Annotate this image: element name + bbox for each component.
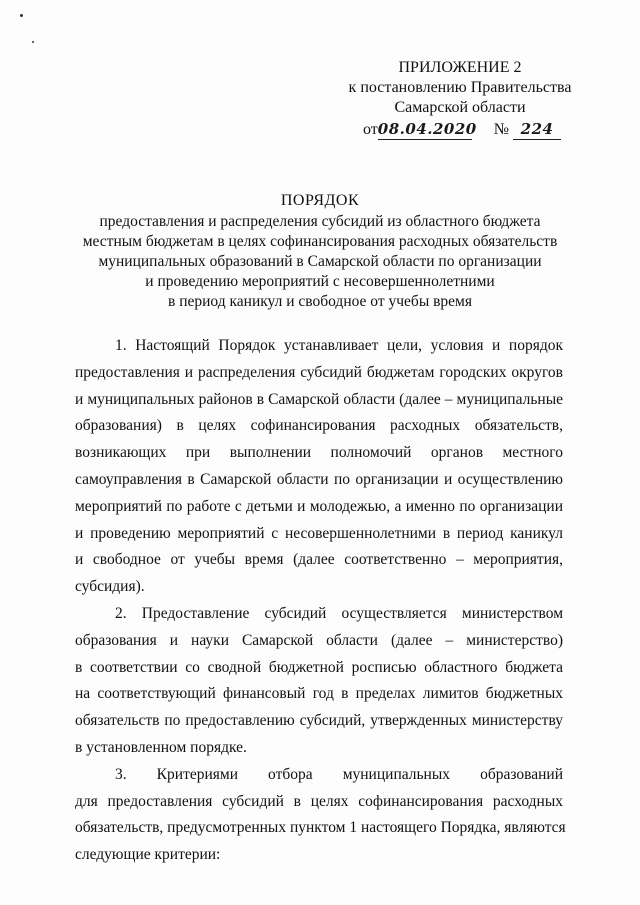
from-label: от xyxy=(363,121,378,138)
scan-speck xyxy=(32,41,34,43)
text-line: в установленном порядке. xyxy=(75,738,247,756)
text-line: и муниципальных районов в Самарской области (далее – муниципальные xyxy=(75,390,563,408)
text-line: на соответствующий финансовый год в пределах лимитов бюджетных xyxy=(75,685,563,703)
text-line: 2. Предоставление субсидий осуществляется министерством xyxy=(115,604,563,622)
text-line: самоуправления в Самарской области по организации и осуществлению xyxy=(75,470,563,488)
subtitle-line: предоставления и распределения субсидий из областного бюджета xyxy=(99,213,541,230)
text-line: и свободное от учебы время (далее соответственно – мероприятия, xyxy=(75,551,563,569)
subtitle-line: в период каникул и свободное от учебы время xyxy=(168,293,472,310)
paragraph-3 xyxy=(75,762,566,869)
text-line: обязательств по предоставлению субсидий, утвержденных министерству xyxy=(75,712,563,730)
appendix-header xyxy=(345,58,575,140)
text-line: обязательств, предусмотренных пунктом 1 настоящего Порядка, являются xyxy=(75,819,566,837)
document-title: ПОРЯДОК xyxy=(280,192,360,209)
appendix-title: ПРИЛОЖЕНИЕ 2 xyxy=(398,59,522,76)
paragraph-2 xyxy=(75,601,563,762)
appendix-line-1: к постановлению Правительства xyxy=(348,79,572,96)
document-subtitle xyxy=(60,212,580,312)
text-line: образования) в целях софинансирования расходных обязательств, xyxy=(75,417,563,435)
appendix-line-2: Самарской области xyxy=(394,99,526,116)
text-line: возникающих при выполнении полномочий органов местного xyxy=(75,444,563,462)
handwritten-number: 224 xyxy=(513,119,561,140)
text-line: 1. Настоящий Порядок устанавливает цели, условия и порядок xyxy=(115,337,563,354)
handwritten-date: 08.04.2020 xyxy=(377,120,477,138)
subtitle-line: и проведению мероприятий с несовершеннолетними xyxy=(145,273,495,290)
subtitle-line: муниципальных образований в Самарской области по организации xyxy=(98,253,542,270)
text-line: в соответствии со сводной бюджетной росписью областного бюджета xyxy=(75,658,563,676)
text-line: предоставления и распределения субсидий бюджетам городских округов xyxy=(75,363,563,381)
text-line: следующие критерии: xyxy=(75,846,221,864)
text-line: 3. Критериями отбора муниципальных образований xyxy=(115,765,563,783)
number-label: № xyxy=(493,121,510,138)
text-line: мероприятий по работе с детьми и молодежью, а именно по организации xyxy=(75,497,563,515)
date-number-line xyxy=(345,119,575,140)
document-body xyxy=(75,333,566,869)
text-line: и проведению мероприятий с несовершеннолетними в период каникул xyxy=(75,524,563,542)
scan-speck xyxy=(20,14,23,17)
text-line: образования и науки Самарской области (далее – министерство) xyxy=(75,631,563,649)
paragraph-1 xyxy=(75,333,563,601)
text-line: субсидия). xyxy=(75,578,145,596)
text-line: для предоставления субсидий в целях софинансирования расходных xyxy=(75,792,563,810)
subtitle-line: местным бюджетам в целях софинансирования расходных обязательств xyxy=(82,233,558,250)
